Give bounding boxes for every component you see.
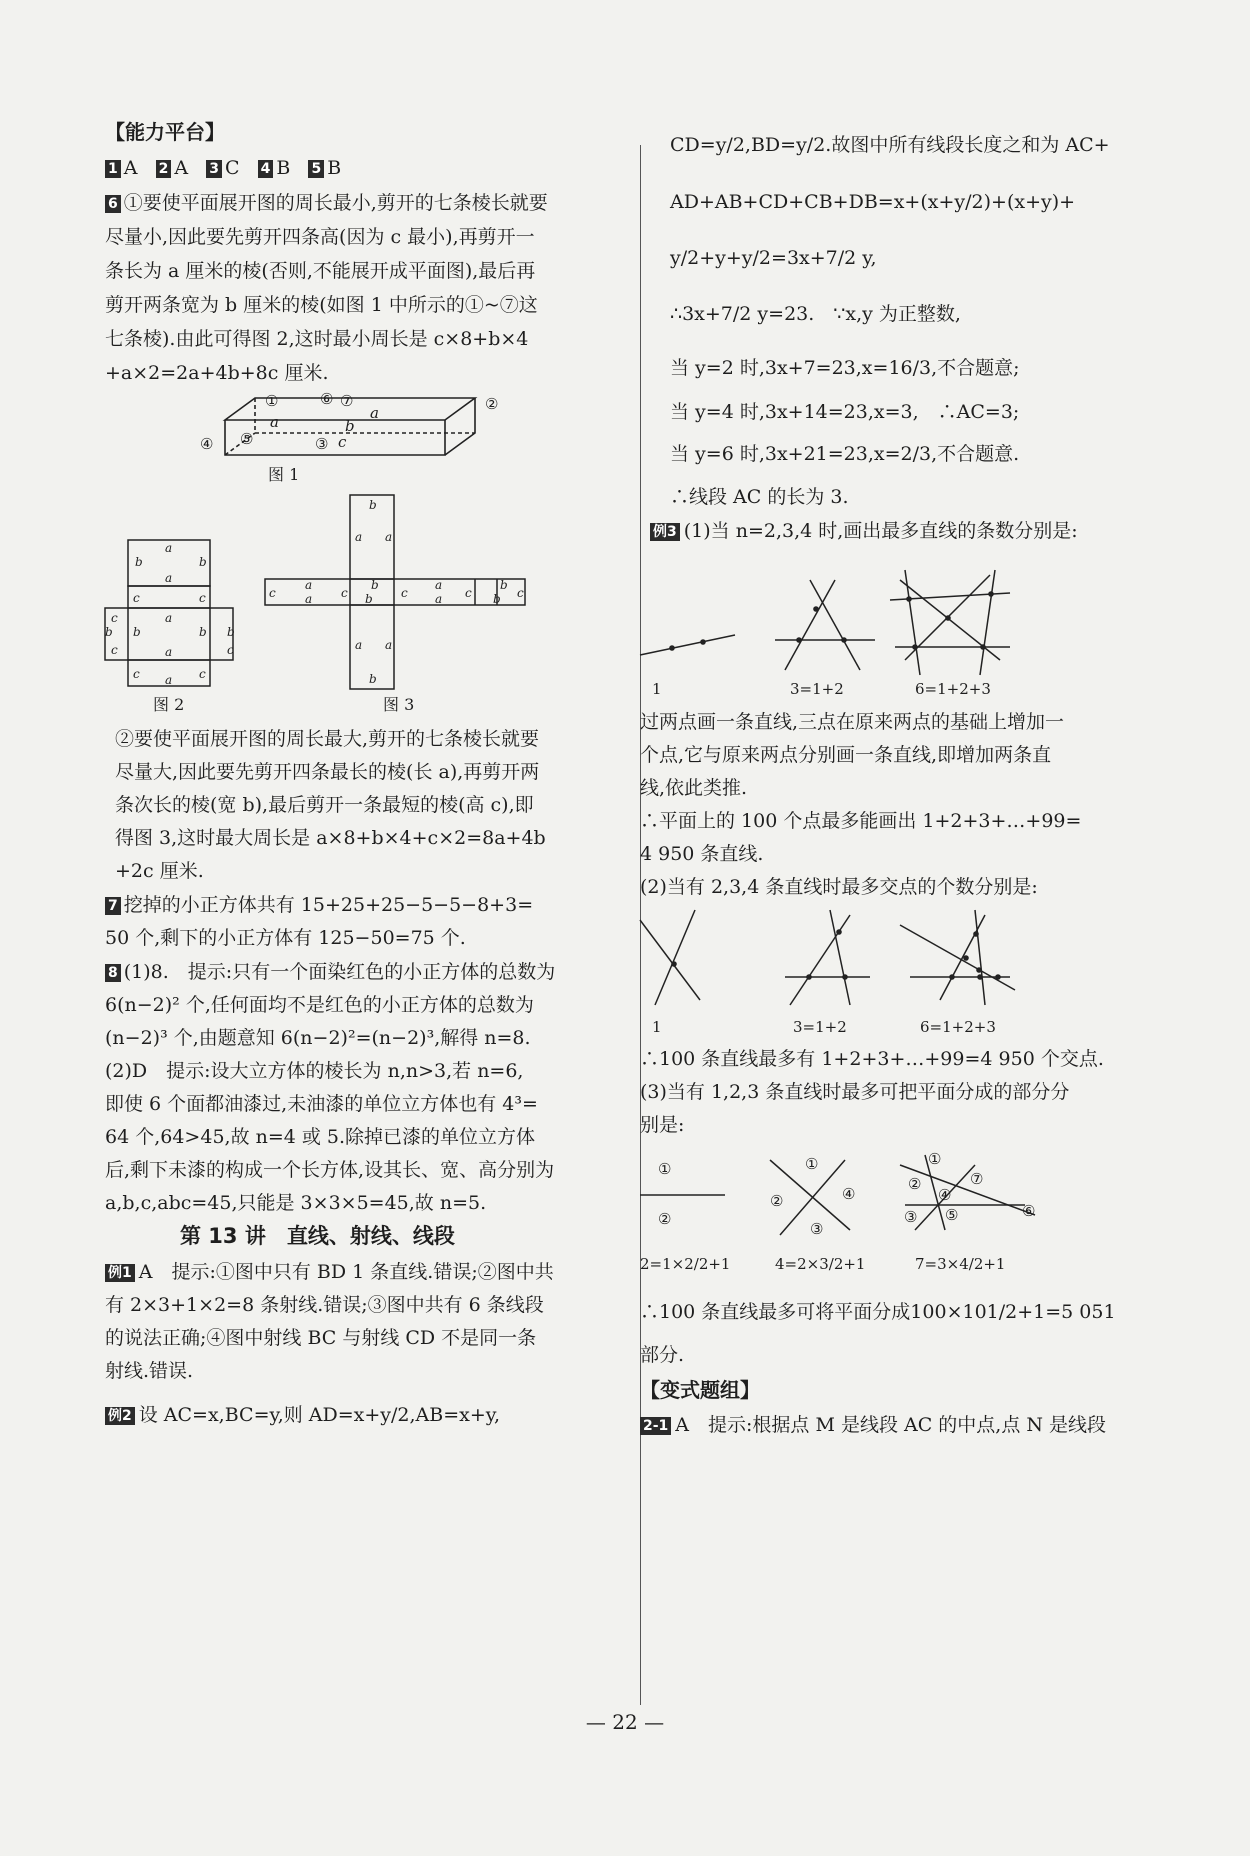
lines-label: 6=1+2+3	[915, 680, 991, 698]
svg-text:a: a	[305, 578, 313, 592]
region-label: 2=1×2/2+1	[640, 1255, 731, 1273]
region-mark: ①	[928, 1150, 942, 1168]
ex3-text-line: (3)当有 1,2,3 条直线时最多可把平面分成的部分分	[640, 1081, 1070, 1103]
variants-title: 【变式题组】	[640, 1378, 760, 1402]
ex2-cont-line: 当 y=2 时,3x+7=23,x=16/3,不合题意;	[670, 357, 1020, 379]
answer-item: 3 C	[206, 157, 239, 179]
ex3-line: 例3 (1)当 n=2,3,4 时,画出最多直线的条数分别是:	[650, 519, 1078, 543]
region-mark: ③	[904, 1208, 918, 1226]
svg-text:c: c	[341, 586, 348, 600]
svg-text:c: c	[465, 586, 472, 600]
q6-line: 条长为 a 厘米的棱(否则,不能展开成平面图),最后再	[105, 260, 536, 282]
figure-2-net	[105, 538, 245, 690]
svg-text:b: b	[371, 578, 379, 592]
svg-text:c: c	[111, 611, 118, 625]
svg-text:b: b	[369, 498, 377, 512]
lines-label: 1	[652, 680, 662, 698]
fig2-caption: 图 2	[153, 695, 185, 714]
svg-text:c: c	[269, 586, 276, 600]
svg-text:a: a	[435, 592, 443, 606]
fig1-mark: a	[370, 404, 379, 422]
answer-item: 1 A	[105, 157, 137, 179]
intersection-points-diagram	[590, 905, 1110, 1015]
q6-part2-line: 尽量大,因此要先剪开四条最长的棱(长 a),再剪开两	[115, 761, 540, 783]
svg-text:c: c	[199, 591, 206, 605]
page-number: — 22 —	[585, 1710, 665, 1734]
v21-line: 2-1 A 提示:根据点 M 是线段 AC 的中点,点 N 是线段	[640, 1413, 1106, 1437]
region-mark: ②	[908, 1175, 922, 1193]
q6-line: +a×2=2a+4b+8c 厘米.	[105, 362, 329, 384]
fig1-mark: ④	[200, 435, 214, 453]
ex3-text-line: 部分.	[640, 1344, 685, 1366]
svg-text:b: b	[199, 625, 207, 639]
svg-text:a: a	[435, 578, 443, 592]
svg-text:b: b	[135, 555, 143, 569]
svg-text:c: c	[199, 667, 206, 681]
svg-text:b: b	[493, 592, 501, 606]
ex3-text-line: 过两点画一条直线,三点在原来两点的基础上增加一	[640, 711, 1065, 733]
svg-text:b: b	[105, 625, 113, 639]
fig1-mark: ⑥	[320, 390, 334, 408]
q6-line: 剪开两条宽为 b 厘米的棱(如图 1 中所示的①~⑦这	[105, 294, 538, 316]
figure-3-net	[265, 493, 530, 693]
q7-line: 50 个,剩下的小正方体有 125−50=75 个.	[105, 927, 466, 949]
region-mark: ③	[810, 1220, 824, 1238]
svg-text:a: a	[165, 673, 173, 687]
section-title: 【能力平台】	[105, 120, 225, 144]
lines-label: 3=1+2	[790, 680, 844, 698]
svg-text:c: c	[111, 643, 118, 657]
svg-text:b: b	[133, 625, 141, 639]
ex3-text-line: ∴100 条直线最多有 1+2+3+…+99=4 950 个交点.	[640, 1048, 1104, 1070]
q8-line: (2)D 提示:设大立方体的棱长为 n,n>3,若 n=6,	[105, 1060, 524, 1082]
svg-text:b: b	[199, 555, 207, 569]
fig1-mark: ③	[315, 435, 329, 453]
ex2-cont-line: 当 y=4 时,3x+14=23,x=3, ∴AC=3;	[670, 401, 1020, 423]
ex2-cont-line: y/2+y+y/2=3x+7/2 y,	[670, 247, 877, 269]
svg-text:b: b	[500, 578, 508, 592]
ex2-tag: 例2	[105, 1407, 135, 1425]
region-mark: ⑦	[970, 1170, 984, 1188]
fig1-mark: a	[270, 413, 279, 431]
svg-text:a: a	[355, 638, 363, 652]
q8-line: 后,剩下未漆的构成一个长方体,设其长、宽、高分别为	[105, 1159, 555, 1181]
fig1-mark: ⑦	[340, 392, 354, 410]
q8-number: 8	[105, 964, 121, 982]
ex3-text-line: 线,依此类推.	[640, 777, 748, 799]
q8-line: 8 (1)8. 提示:只有一个面染红色的小正方体的总数为	[105, 960, 555, 984]
ex3-text-line: ∴100 条直线最多可将平面分成100×101/2+1=5 051	[640, 1301, 1116, 1323]
q8-line: 64 个,64>45,故 n=4 或 5.除掉已漆的单位立方体	[105, 1126, 536, 1148]
q8-line: 即使 6 个面都油漆过,未油漆的单位立方体也有 4³=	[105, 1093, 538, 1115]
fig1-mark: c	[338, 433, 347, 451]
region-mark: ④	[842, 1185, 856, 1203]
svg-text:b: b	[227, 625, 235, 639]
svg-text:c: c	[227, 643, 234, 657]
region-label: 7=3×4/2+1	[915, 1255, 1006, 1273]
q6-line: 6 ①要使平面展开图的周长最小,剪开的七条棱长就要	[105, 191, 548, 215]
ex2-cont-line: ∴线段 AC 的长为 3.	[670, 486, 849, 508]
fig1-mark: ②	[485, 395, 499, 413]
svg-text:b: b	[365, 592, 373, 606]
ex3-text-line: 个点,它与原来两点分别画一条直线,即增加两条直	[640, 744, 1052, 766]
points-label: 6=1+2+3	[920, 1018, 996, 1036]
q7-line: 7 挖掉的小正方体共有 15+25+25−5−5−8+3=	[105, 893, 533, 917]
svg-text:a: a	[165, 571, 173, 585]
v21-tag: 2-1	[640, 1417, 671, 1435]
ex1-line: 例1 A 提示:①图中只有 BD 1 条直线.错误;②图中共	[105, 1260, 554, 1284]
q6-part2-line: 条次长的棱(宽 b),最后剪开一条最短的棱(高 c),即	[115, 794, 534, 816]
q6-part2-line: ②要使平面展开图的周长最大,剪开的七条棱长就要	[115, 728, 540, 750]
region-label: 4=2×3/2+1	[775, 1255, 866, 1273]
q6-number: 6	[105, 195, 121, 213]
q8-line: 6(n−2)² 个,任何面均不是红色的小正方体的总数为	[105, 994, 534, 1016]
svg-text:c: c	[133, 667, 140, 681]
q8-line: a,b,c,abc=45,只能是 3×3×5=45,故 n=5.	[105, 1192, 487, 1214]
region-mark: ④	[938, 1186, 952, 1204]
svg-text:a: a	[385, 638, 393, 652]
q6-part2-line: +2c 厘米.	[115, 860, 204, 882]
lines-through-points-diagram	[590, 565, 1110, 685]
svg-text:c: c	[401, 586, 408, 600]
svg-text:a: a	[385, 530, 393, 544]
q8-line: (n−2)³ 个,由题意知 6(n−2)²=(n−2)³,解得 n=8.	[105, 1027, 531, 1049]
ex2-cont-line: 当 y=6 时,3x+21=23,x=2/3,不合题意.	[670, 443, 1020, 465]
ex1-line: 射线.错误.	[105, 1360, 194, 1382]
fig1-mark: ⑤	[240, 430, 254, 448]
region-mark: ⑥	[1022, 1202, 1036, 1220]
q6-part2-line: 得图 3,这时最大周长是 a×8+b×4+c×2=8a+4b	[115, 827, 546, 849]
fig1-caption: 图 1	[268, 465, 300, 484]
ex2-cont-line: ∴3x+7/2 y=23. ∵x,y 为正整数,	[670, 303, 961, 325]
fig1-mark: ①	[265, 392, 279, 410]
ex3-text-line: 别是:	[640, 1114, 685, 1136]
answer-item: 2 A	[156, 157, 188, 179]
answer-item: 5 B	[308, 157, 341, 179]
svg-text:c: c	[133, 591, 140, 605]
points-label: 3=1+2	[793, 1018, 847, 1036]
ex2-cont-line: AD+AB+CD+CB+DB=x+(x+y/2)+(x+y)+	[670, 191, 1076, 213]
svg-text:a: a	[165, 541, 173, 555]
q6-line: 尽量小,因此要先剪开四条高(因为 c 最小),再剪开一	[105, 226, 535, 248]
ex2-line: 例2 设 AC=x,BC=y,则 AD=x+y/2,AB=x+y,	[105, 1403, 500, 1427]
ex3-text-line: ∴平面上的 100 个点最多能画出 1+2+3+…+99=	[640, 810, 1082, 832]
q7-number: 7	[105, 897, 121, 915]
q6-line: 七条棱).由此可得图 2,这时最小周长是 c×8+b×4	[105, 328, 529, 350]
ex3-tag: 例3	[650, 523, 680, 541]
svg-text:a: a	[165, 645, 173, 659]
answer-row	[105, 156, 341, 180]
ex3-text-line: (2)当有 2,3,4 条直线时最多交点的个数分别是:	[640, 876, 1038, 898]
svg-text:b: b	[369, 672, 377, 686]
answer-item: 4 B	[258, 157, 291, 179]
ex1-line: 有 2×3+1×2=8 条射线.错误;③图中共有 6 条线段	[105, 1294, 544, 1316]
points-label: 1	[652, 1018, 662, 1036]
ex1-line: 的说法正确;④图中射线 BC 与射线 CD 不是同一条	[105, 1327, 537, 1349]
svg-text:a: a	[305, 592, 313, 606]
region-mark: ①	[805, 1155, 819, 1173]
region-mark: ①	[658, 1160, 672, 1178]
region-mark: ②	[658, 1210, 672, 1228]
svg-text:a: a	[165, 611, 173, 625]
ex3-text-line: 4 950 条直线.	[640, 843, 764, 865]
ex2-cont-line: CD=y/2,BD=y/2.故图中所有线段长度之和为 AC+	[670, 134, 1110, 156]
lecture-title: 第 13 讲 直线、射线、线段	[180, 1224, 455, 1248]
fig3-caption: 图 3	[383, 695, 415, 714]
region-mark: ②	[770, 1192, 784, 1210]
svg-text:a: a	[355, 530, 363, 544]
region-mark: ⑤	[945, 1206, 959, 1224]
fig1-mark: b	[345, 417, 355, 435]
ex1-tag: 例1	[105, 1264, 135, 1282]
svg-text:c: c	[517, 586, 524, 600]
